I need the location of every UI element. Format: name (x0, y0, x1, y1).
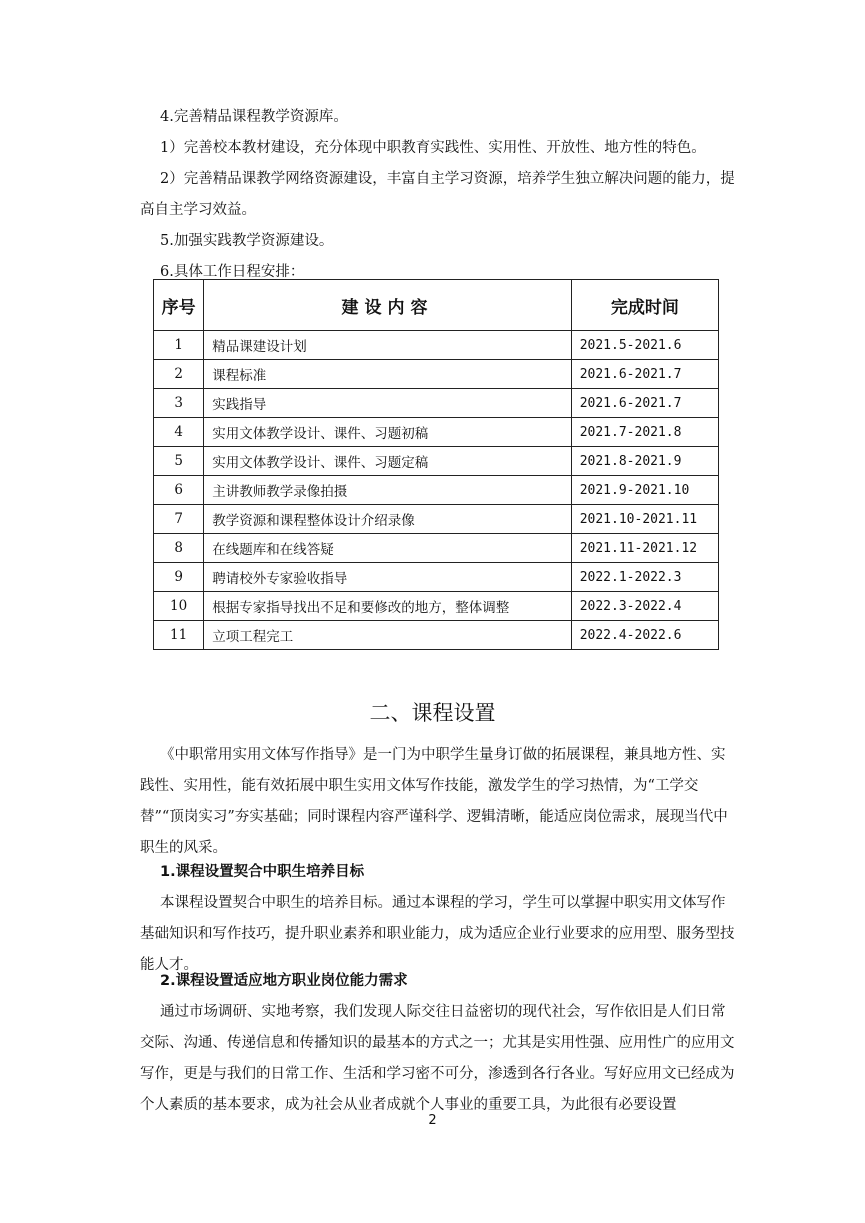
cell-content: 在线题库和在线答疑 (204, 534, 571, 563)
cell-no: 10 (154, 592, 204, 621)
cell-no: 11 (154, 621, 204, 650)
header-time: 完成时间 (571, 280, 718, 331)
item-4-2: 2）完善精品课教学网络资源建设，丰富自主学习资源，培养学生独立解决问题的能力，提高自主学习效益。 (140, 171, 735, 218)
cell-content: 聘请校外专家验收指导 (204, 563, 571, 592)
cell-content: 立项工程完工 (204, 621, 571, 650)
table-row (154, 563, 719, 592)
cell-content: 实用文体教学设计、课件、习题初稿 (204, 418, 571, 447)
cell-time: 2022.4-2022.6 (571, 621, 718, 650)
table-row (154, 621, 719, 650)
section-title: 二、课程设置 (369, 701, 496, 725)
table-row (154, 592, 719, 621)
cell-time: 2021.8-2021.9 (571, 447, 718, 476)
cell-no: 3 (154, 389, 204, 418)
header-no: 序号 (154, 280, 204, 331)
paragraph-1: 本课程设置契合中职生的培养目标。通过本课程的学习，学生可以掌握中职实用文体写作基础知识和写作技巧，提升职业素养和职业能力，成为适应企业行业要求的应用型、服务型技能人才。 (140, 895, 735, 973)
cell-time: 2022.3-2022.4 (571, 592, 718, 621)
cell-no: 8 (154, 534, 204, 563)
table-row (154, 534, 719, 563)
item-5: 5.加强实践教学资源建设。 (160, 233, 334, 249)
table-row (154, 418, 719, 447)
cell-time: 2021.11-2021.12 (571, 534, 718, 563)
cell-content: 主讲教师教学录像拍摄 (204, 476, 571, 505)
cell-no: 1 (154, 331, 204, 360)
cell-time: 2021.6-2021.7 (571, 389, 718, 418)
item-6: 6.具体工作日程安排： (160, 264, 305, 280)
page-number: 2 (428, 1113, 437, 1128)
cell-content: 实践指导 (204, 389, 571, 418)
schedule-table (153, 279, 719, 650)
cell-time: 2021.9-2021.10 (571, 476, 718, 505)
item-4-1: 1）完善校本教材建设，充分体现中职教育实践性、实用性、开放性、地方性的特色。 (160, 140, 706, 156)
table-header-row (154, 280, 719, 331)
cell-no: 6 (154, 476, 204, 505)
cell-time: 2021.7-2021.8 (571, 418, 718, 447)
cell-time: 2021.6-2021.7 (571, 360, 718, 389)
cell-time: 2021.10-2021.11 (571, 505, 718, 534)
subheading-2: 2.课程设置适应地方职业岗位能力需求 (160, 973, 408, 989)
cell-content: 精品课建设计划 (204, 331, 571, 360)
table-row (154, 360, 719, 389)
subheading-1: 1.课程设置契合中职生培养目标 (160, 864, 365, 880)
cell-time: 2021.5-2021.6 (571, 331, 718, 360)
cell-no: 2 (154, 360, 204, 389)
paragraph-2: 通过市场调研、实地考察，我们发现人际交往日益密切的现代社会，写作依旧是人们日常交际、沟通、传递信息和传播知识的最基本的方式之一；尤其是实用性强、应用性广的应用文写作，更是与我们的日常工作、生活和学习密不可分，渗透到各行各业。写好应用文已经成为个人素质的基本要求，成为社会从业者成就个人事业的重要工具，为此很有必要设置 (140, 1004, 735, 1113)
cell-content: 课程标准 (204, 360, 571, 389)
item-4: 4.完善精品课程教学资源库。 (160, 109, 348, 125)
cell-no: 9 (154, 563, 204, 592)
table-row (154, 476, 719, 505)
cell-content: 实用文体教学设计、课件、习题定稿 (204, 447, 571, 476)
cell-content: 教学资源和课程整体设计介绍录像 (204, 505, 571, 534)
table-row (154, 505, 719, 534)
cell-content: 根据专家指导找出不足和要修改的地方，整体调整 (204, 592, 571, 621)
cell-time: 2022.1-2022.3 (571, 563, 718, 592)
cell-no: 7 (154, 505, 204, 534)
cell-no: 4 (154, 418, 204, 447)
table-row (154, 447, 719, 476)
intro-paragraph: 《中职常用实用文体写作指导》是一门为中职学生量身订做的拓展课程，兼具地方性、实践性、实用性，能有效拓展中职生实用文体写作技能，激发学生的学习热情，为“工学交替”“顶岗实习”夯实基础；同时课程内容严谨科学、逻辑清晰，能适应岗位需求，展现当代中职生的风采。 (140, 747, 728, 856)
header-content: 建设内容 (204, 280, 571, 331)
table-row (154, 389, 719, 418)
table-row (154, 331, 719, 360)
cell-no: 5 (154, 447, 204, 476)
